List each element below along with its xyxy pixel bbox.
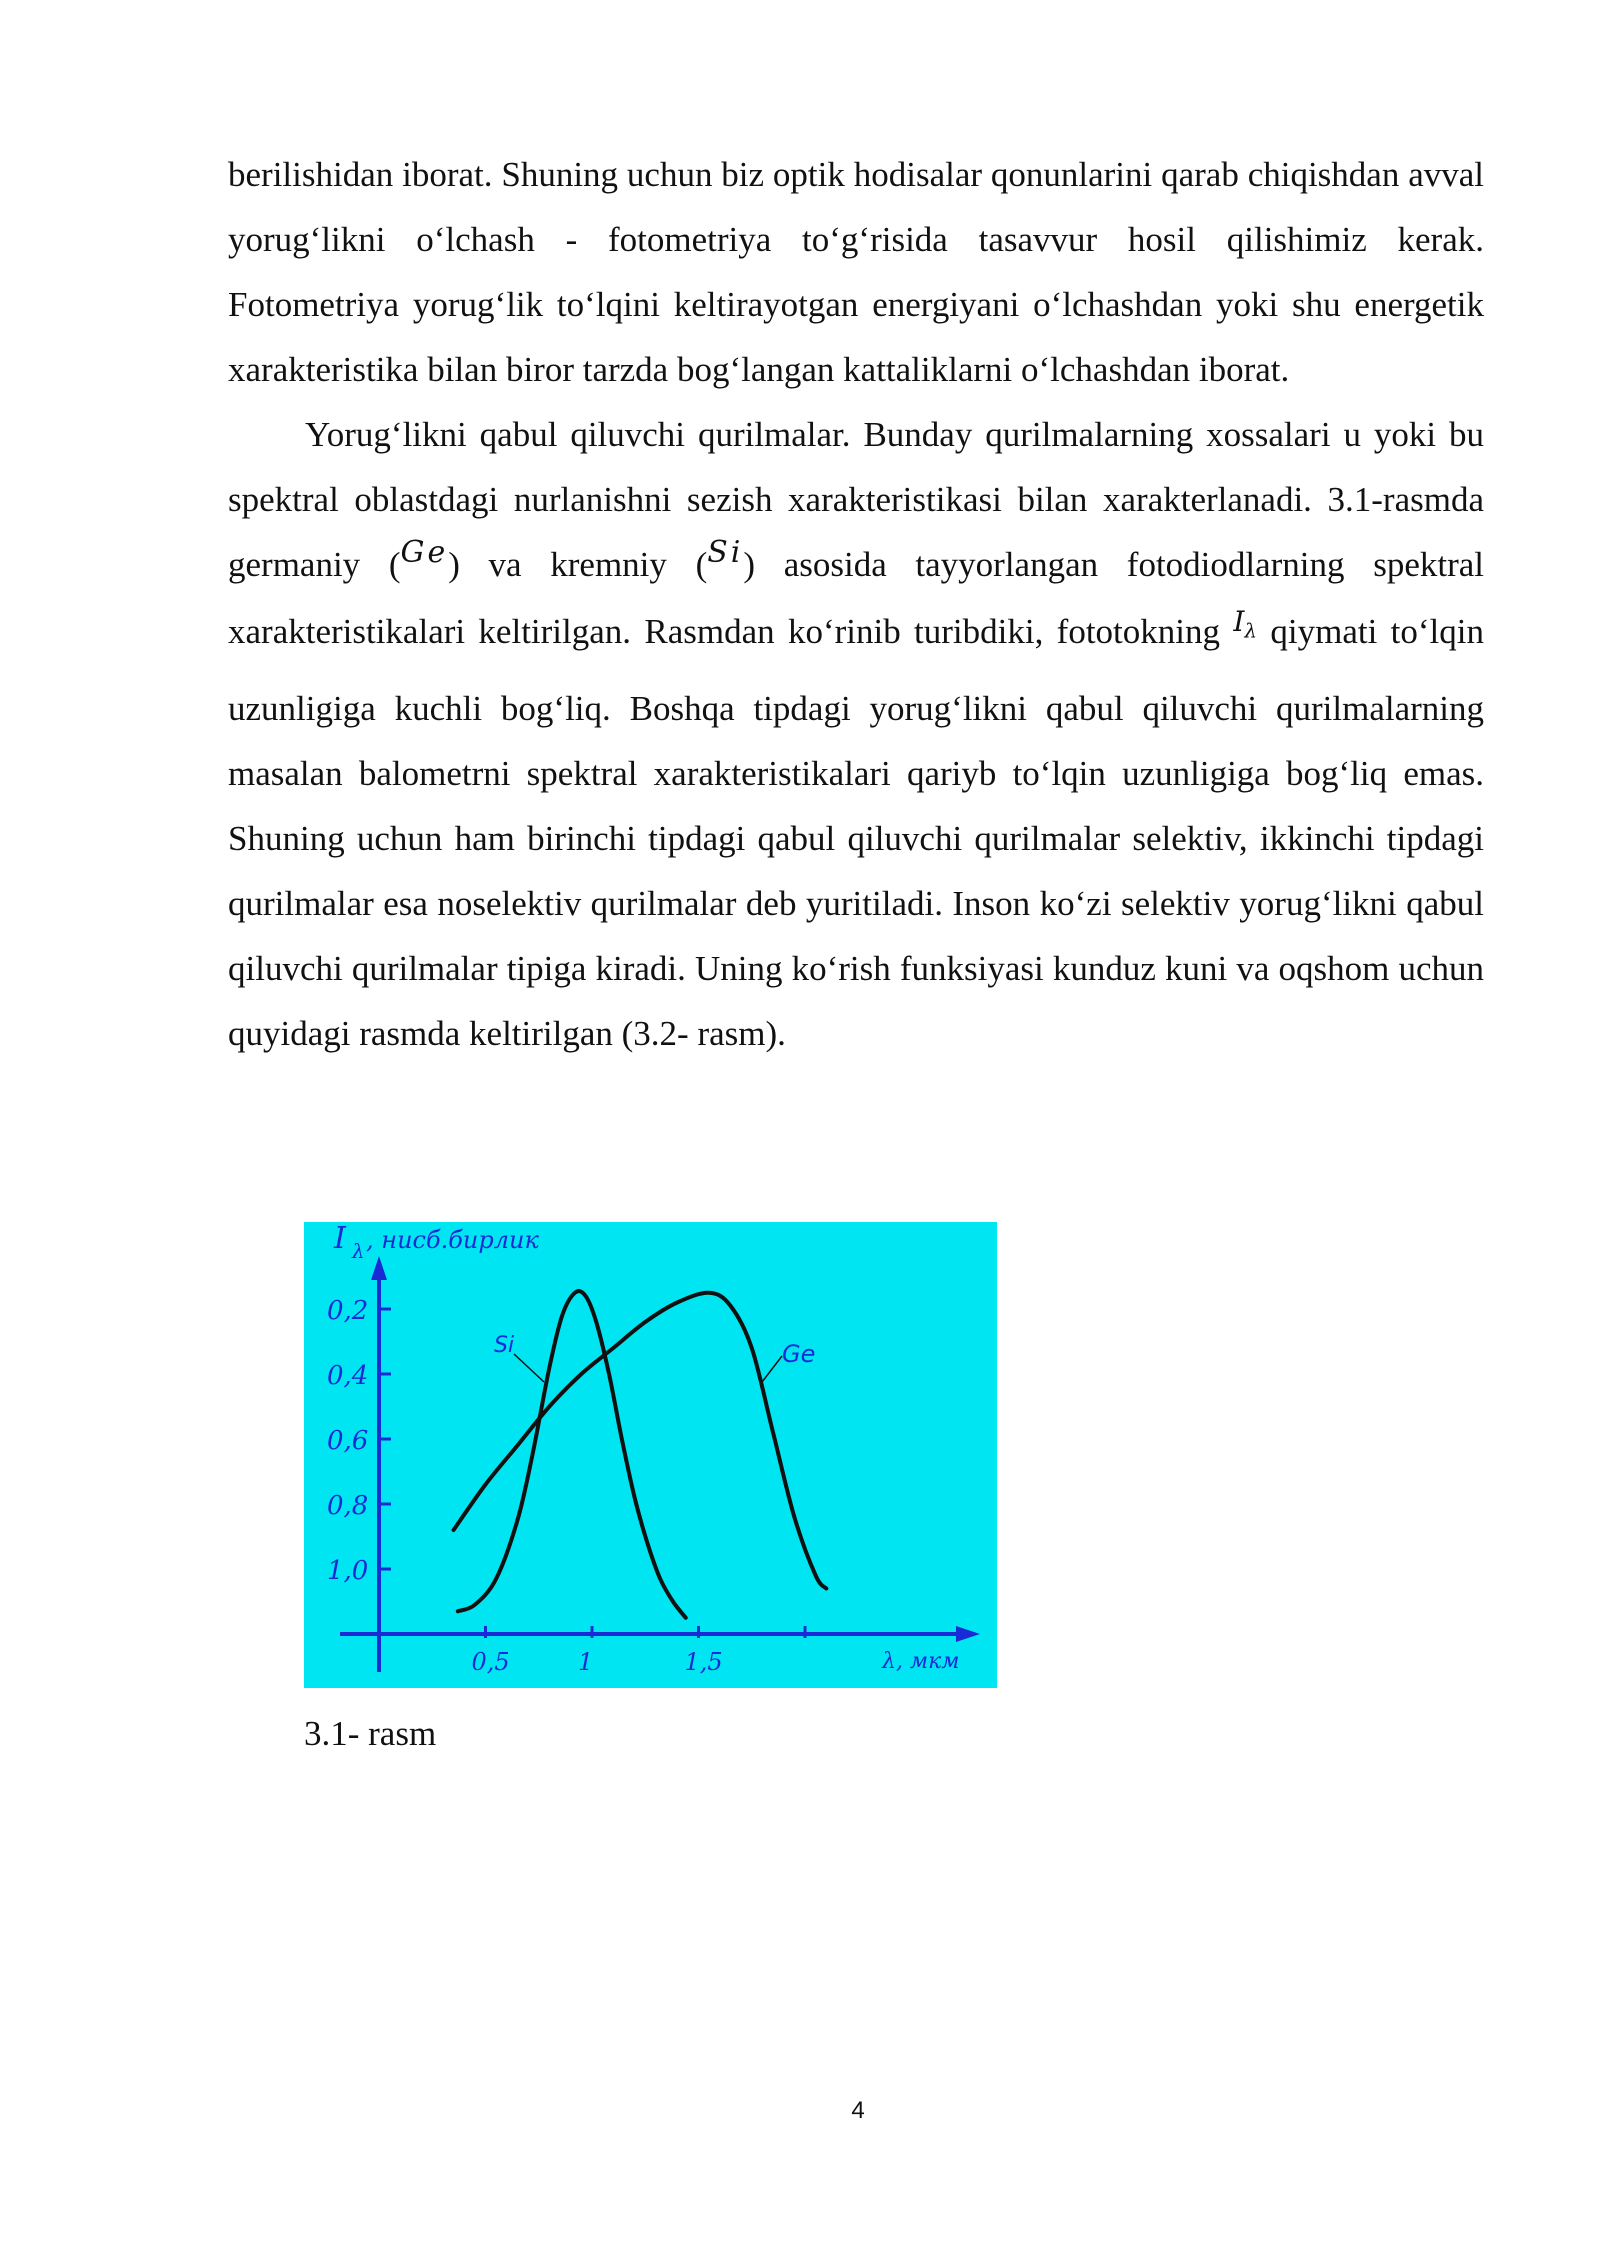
ge-curve-label: Ge <box>782 1340 816 1368</box>
page-number: 4 <box>851 2097 865 2124</box>
x-axis-label: λ, мкм <box>882 1649 960 1674</box>
x-tick-label: 1 <box>578 1648 594 1676</box>
chart-labels <box>333 1222 960 1674</box>
y-tick-label: 0,2 <box>327 1296 369 1326</box>
photocurrent-symbol <box>1233 605 1258 643</box>
si-curve-label: Si <box>494 1333 515 1358</box>
x-tick-label: 0,5 <box>471 1648 510 1676</box>
photocurrent-subscript: λ <box>1244 618 1258 643</box>
figure-caption: 3.1- rasm <box>304 1714 437 1753</box>
x-axis-arrowhead <box>956 1626 980 1642</box>
y-tick-label: 0,4 <box>327 1361 369 1391</box>
y-tick-label: 1,0 <box>327 1556 369 1586</box>
y-tick-label: 0,8 <box>327 1491 369 1521</box>
silicon-symbol: Si <box>707 535 744 570</box>
paragraph-2-part-c: ) asosida tayyorlangan fotodiodlarning spektral xarakteristikalari keltirilgan. Rasmdan ko‘rinib turibdiki, fototokning <box>228 545 1484 651</box>
spectral-chart <box>304 1222 997 1688</box>
paragraph-2-part-a: Yorug‘likni qabul qiluvchi qurilmalar. Bunday qurilmalarning xossalari u yoki bu spektral oblastdagi nurlanishni sezish xarakteristikasi bilan xarakterlanadi. 3.1-rasmda germaniy ( <box>228 415 1484 584</box>
y-axis-arrowhead <box>371 1256 387 1280</box>
paragraph-1: berilishidan iborat. Shuning uchun biz optik hodisalar qonunlarini qarab chiqishdan avval yorug‘likni o‘lchash - fotometriya to‘g‘risida tasavvur hosil qilishimiz kerak. Fotometriya yorug‘lik to‘lqini keltirayotgan energiyani o‘lchashdan yoki shu energetik xarakteristika bilan biror tarzda bog‘langan kattaliklarni o‘lchashdan iborat. <box>228 155 1484 389</box>
spectral-characteristics-figure <box>304 1222 997 1688</box>
body-text <box>228 142 1484 1066</box>
si-leader-line <box>514 1354 544 1382</box>
y-axis-label-symbol: I <box>334 1222 346 1256</box>
y-tick-label: 0,6 <box>327 1426 369 1456</box>
y-axis-label-subscript: λ <box>352 1239 365 1263</box>
germanium-symbol: Ge <box>400 535 449 570</box>
x-tick-label: 1,5 <box>684 1648 723 1676</box>
photocurrent-letter: I <box>1233 605 1245 638</box>
paragraph-2 <box>228 402 1484 1066</box>
series-line-si <box>458 1291 686 1618</box>
paragraph-2-part-d: qiymati to‘lqin uzunligiga kuchli bog‘liq. Boshqa tipdagi yorug‘likni qabul qiluvchi qurilmalarning masalan balometrni spektral xarakteristikalari qariyb to‘lqin uzunligiga bog‘liq emas. Shuning uchun ham birinchi tipdagi qabul qiluvchi qurilmalar selektiv, ikkinchi tipdagi qurilmalar esa noselektiv qurilmalar deb yuritiladi. Inson ko‘zi selektiv yorug‘likni qabul qiluvchi qurilmalar tipiga kiradi. Uning ko‘rish funksiyasi kunduz kuni va oqshom uchun quyidagi rasmda keltirilgan (3.2- rasm). <box>228 612 1484 1053</box>
y-axis-label-text: , нисб.бирлик <box>366 1226 539 1254</box>
paragraph-2-part-b: ) va kremniy ( <box>448 545 708 584</box>
ge-leader-line <box>762 1356 782 1382</box>
chart-ticks <box>327 1296 805 1676</box>
chart-axes <box>340 1256 980 1672</box>
